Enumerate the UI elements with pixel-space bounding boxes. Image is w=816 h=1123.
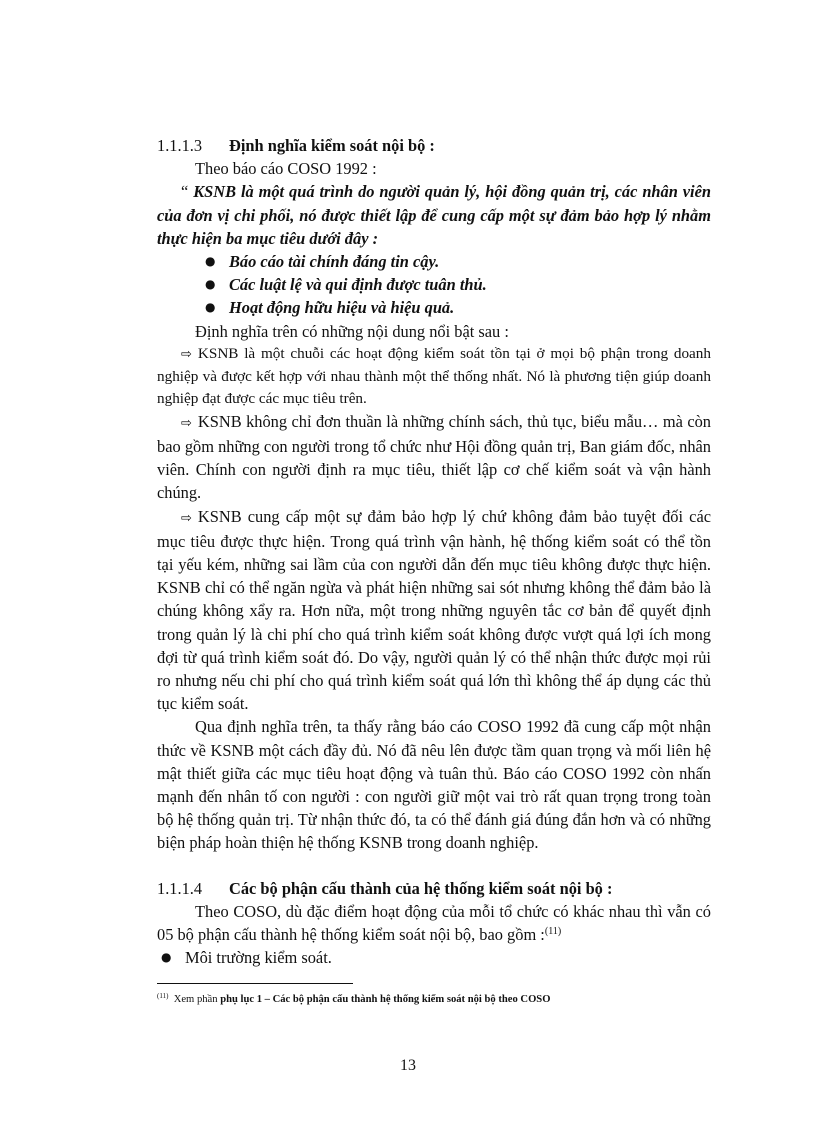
bullet-icon: ● bbox=[161, 950, 172, 965]
components-intro bbox=[157, 900, 711, 946]
bullet-icon: ● bbox=[205, 254, 216, 269]
objective-text: Các luật lệ và qui định được tuân thủ. bbox=[229, 275, 487, 295]
section-heading-1113 bbox=[157, 134, 711, 157]
quote-text: KSNB là một quá trình do người quản lý, hội đồng quản trị, các nhân viên của đơn vị chi phối, nó được thiết lập để cung cấp một sự đảm bảo hợp lý nhằm thực hiện ba mục tiêu dưới đây : bbox=[157, 182, 712, 248]
page-body bbox=[157, 134, 711, 970]
arrow-right-icon: ⇨ bbox=[181, 346, 192, 362]
list-item bbox=[157, 273, 711, 296]
footnote-marker: (11) bbox=[157, 992, 169, 1000]
footnote-ref[interactable]: (11) bbox=[544, 926, 562, 938]
components-list bbox=[157, 946, 711, 969]
bullet-icon: ● bbox=[205, 300, 216, 315]
bullet-icon: ● bbox=[205, 277, 216, 292]
objective-text: Hoạt động hữu hiệu và hiệu quả. bbox=[229, 298, 455, 318]
quote-open-mark: “ bbox=[181, 182, 194, 202]
section-heading-1114 bbox=[157, 877, 711, 900]
page-number: 13 bbox=[400, 1057, 416, 1074]
coso-intro: Theo báo cáo COSO 1992 : bbox=[195, 159, 377, 179]
components-intro-text: Theo COSO, dù đặc điểm hoạt động của mỗi tổ chức có khác nhau thì vẫn có 05 bộ phận cấu thành hệ thống kiểm soát nội bộ, bao gồm : bbox=[157, 901, 711, 945]
list-item bbox=[157, 250, 711, 273]
footnote-appendix-ref: phụ lục 1 – Các bộ phận cấu thành hệ thống kiểm soát nội bộ theo COSO bbox=[220, 994, 551, 1005]
objectives-list bbox=[157, 250, 711, 320]
list-item bbox=[157, 296, 711, 319]
footnote-separator bbox=[157, 983, 353, 984]
conclusion-paragraph: Qua định nghĩa trên, ta thấy rằng báo cáo COSO 1992 đã cung cấp một nhận thức về KSNB một cách đầy đủ. Nó đã nêu lên được tầm quan trọng và mối liên hệ mật thiết giữa các mục tiêu hoạt động và tuân thủ. Báo cáo COSO 1992 còn nhấn mạnh đến nhân tố con người : con người giữ một vai trò rất quan trọng trong toàn bộ hệ thống quản trị. Từ nhận thức đó, ta có thể đánh giá đúng đắn hơn và có những biện pháp hoàn thiện hệ thống KSNB trong doanh nghiệp. bbox=[157, 717, 711, 853]
arrow-right-icon: ⇨ bbox=[181, 510, 192, 526]
point-text: KSNB là một chuỗi các hoạt động kiểm soát tồn tại ở mọi bộ phận trong doanh nghiệp và được kết hợp với nhau thành một thể thống nhất. Nó là phương tiện giúp doanh nghiệp đạt được các mục tiêu trên. bbox=[157, 344, 711, 407]
section-title: Định nghĩa kiểm soát nội bộ : bbox=[229, 136, 435, 155]
arrow-right-icon: ⇨ bbox=[181, 415, 192, 431]
point-text: KSNB không chỉ đơn thuần là những chính sách, thủ tục, biểu mẫu… mà còn bao gồm những con người trong tổ chức như Hội đồng quản trị, Ban giám đốc, nhân viên. Chính con người định ra mục tiêu, thiết lập cơ chế kiểm soát và vận hành chúng. bbox=[157, 411, 711, 503]
section-number: 1.1.1.3 bbox=[157, 136, 203, 155]
list-item bbox=[157, 946, 711, 969]
point-text: KSNB cung cấp một sự đảm bảo hợp lý chứ không đảm bảo tuyệt đối các mục tiêu được thực hiện. Trong quá trình vận hành, hệ thống kiểm soát có thể tồn tại yếu kém, những sai lầm của con người dẫn đến mục tiêu không được thực hiện. KSNB chỉ có thể ngăn ngừa và phát hiện những sai sót nhưng không thể đảm bảo là chúng không xẩy ra. Hơn nữa, một trong những nguyên tắc cơ bản để quyết định trong quản lý là chi phí cho quá trình kiểm soát không được vượt quá lợi ích mong đợi từ quá trình kiểm soát đó. Do vậy, người quản lý có thể nhận thức được mọi rủi ro nhưng nếu chi phí cho quá trình kiểm soát quá lớn thì không thể áp dụng các thủ tục kiểm soát. bbox=[157, 506, 711, 714]
highlight-point bbox=[157, 505, 711, 716]
highlight-point bbox=[157, 343, 711, 410]
section-number: 1.1.1.4 bbox=[157, 878, 203, 898]
component-text: Môi trường kiểm soát. bbox=[185, 948, 332, 968]
section-title: Các bộ phận cấu thành của hệ thống kiểm soát nội bộ : bbox=[229, 878, 613, 898]
footnote bbox=[157, 993, 717, 1007]
definition-highlights-intro: Định nghĩa trên có những nội dung nổi bật sau : bbox=[195, 321, 509, 341]
highlight-point bbox=[157, 410, 711, 505]
footnote-prefix: Xem phần bbox=[173, 994, 221, 1005]
ksnb-definition-quote bbox=[157, 180, 711, 250]
objective-text: Báo cáo tài chính đáng tin cậy. bbox=[229, 252, 440, 272]
